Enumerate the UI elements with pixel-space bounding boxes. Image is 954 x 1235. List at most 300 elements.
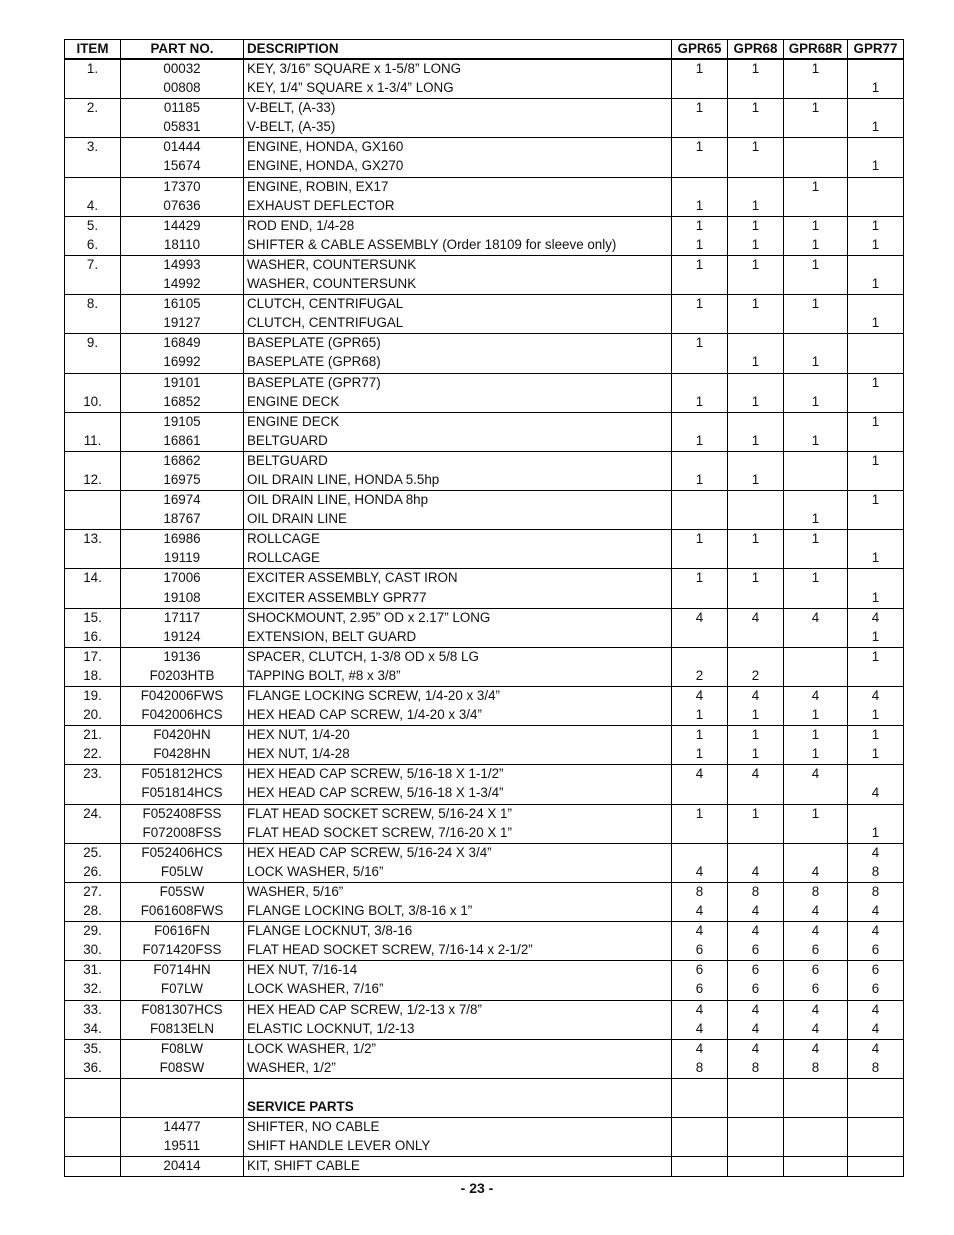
gpr68r-cell: 1 xyxy=(784,432,848,452)
gpr68r-cell: 1 xyxy=(784,510,848,530)
gpr68r-cell: 4 xyxy=(784,1000,848,1020)
part-no-cell: 16974 xyxy=(121,491,244,511)
part-no-cell: F042006FWS xyxy=(121,687,244,707)
table-row xyxy=(65,745,904,765)
item-cell: 17. xyxy=(65,647,121,667)
gpr77-cell: 1 xyxy=(848,216,904,236)
description-cell: BASEPLATE (GPR77) xyxy=(244,373,672,393)
gpr65-cell xyxy=(672,1157,728,1177)
gpr68-cell xyxy=(728,451,784,471)
description-cell: ENGINE, HONDA, GX160 xyxy=(244,138,672,158)
gpr77-cell xyxy=(848,1098,904,1118)
part-no-cell: F042006HCS xyxy=(121,706,244,726)
description-cell: WASHER, 5/16” xyxy=(244,882,672,902)
part-no-cell: 16975 xyxy=(121,471,244,491)
gpr65-cell: 1 xyxy=(672,432,728,452)
gpr77-cell: 1 xyxy=(848,275,904,295)
part-no-cell: 14477 xyxy=(121,1118,244,1138)
part-no-cell: 16852 xyxy=(121,393,244,413)
gpr68-cell xyxy=(728,275,784,295)
item-cell: 31. xyxy=(65,961,121,981)
item-cell: 21. xyxy=(65,726,121,746)
description-cell: EXHAUST DEFLECTOR xyxy=(244,197,672,217)
part-no-cell: 01444 xyxy=(121,138,244,158)
table-row xyxy=(65,138,904,158)
gpr68-cell: 1 xyxy=(728,471,784,491)
part-no-cell: 14992 xyxy=(121,275,244,295)
gpr65-cell xyxy=(672,843,728,863)
gpr68-cell xyxy=(728,491,784,511)
description-cell: EXCITER ASSEMBLY GPR77 xyxy=(244,589,672,609)
gpr65-cell: 1 xyxy=(672,569,728,589)
gpr68r-cell xyxy=(784,1118,848,1138)
table-row xyxy=(65,255,904,275)
gpr68-cell: 1 xyxy=(728,745,784,765)
gpr77-cell: 1 xyxy=(848,451,904,471)
gpr68r-cell: 1 xyxy=(784,255,848,275)
table-row xyxy=(65,824,904,844)
item-cell: 18. xyxy=(65,667,121,687)
gpr65-cell xyxy=(672,589,728,609)
gpr65-cell: 1 xyxy=(672,255,728,275)
item-cell: 9. xyxy=(65,334,121,354)
gpr77-cell xyxy=(848,530,904,550)
description-cell: FLAT HEAD SOCKET SCREW, 7/16-14 x 2-1/2” xyxy=(244,941,672,961)
gpr68-cell xyxy=(728,412,784,432)
part-no-cell: 16986 xyxy=(121,530,244,550)
part-no-cell: 00032 xyxy=(121,59,244,79)
gpr68r-cell xyxy=(784,549,848,569)
gpr65-cell: 1 xyxy=(672,59,728,79)
gpr77-cell: 8 xyxy=(848,863,904,883)
gpr68r-cell: 4 xyxy=(784,922,848,942)
description-cell: SHIFTER & CABLE ASSEMBLY (Order 18109 for sleeve only) xyxy=(244,236,672,256)
gpr68-cell: 1 xyxy=(728,216,784,236)
gpr65-cell xyxy=(672,824,728,844)
table-row xyxy=(65,1137,904,1157)
gpr65-cell: 1 xyxy=(672,471,728,491)
description-cell: BASEPLATE (GPR65) xyxy=(244,334,672,354)
gpr68r-cell xyxy=(784,1137,848,1157)
part-no-cell: 16992 xyxy=(121,353,244,373)
part-no-cell: 07636 xyxy=(121,197,244,217)
item-cell xyxy=(65,373,121,393)
gpr68r-cell: 1 xyxy=(784,393,848,413)
gpr68-cell xyxy=(728,1118,784,1138)
gpr65-cell xyxy=(672,1098,728,1118)
table-row xyxy=(65,275,904,295)
description-cell: WASHER, 1/2” xyxy=(244,1059,672,1079)
header-part-no: PART NO. xyxy=(121,40,244,60)
gpr65-cell: 6 xyxy=(672,980,728,1000)
gpr65-cell: 1 xyxy=(672,216,728,236)
table-row xyxy=(65,647,904,667)
gpr65-cell: 1 xyxy=(672,334,728,354)
part-no-cell: 18110 xyxy=(121,236,244,256)
gpr68-cell: 4 xyxy=(728,687,784,707)
gpr68r-cell xyxy=(784,1078,848,1098)
part-no-cell xyxy=(121,1098,244,1118)
item-cell: 20. xyxy=(65,706,121,726)
gpr68r-cell: 1 xyxy=(784,216,848,236)
gpr68-cell: 1 xyxy=(728,353,784,373)
description-cell: ROD END, 1/4-28 xyxy=(244,216,672,236)
part-no-cell: F071420FSS xyxy=(121,941,244,961)
part-no-cell: F0420HN xyxy=(121,726,244,746)
table-row xyxy=(65,980,904,1000)
description-cell: ROLLCAGE xyxy=(244,530,672,550)
gpr77-cell xyxy=(848,295,904,315)
item-cell: 3. xyxy=(65,138,121,158)
gpr65-cell: 4 xyxy=(672,1020,728,1040)
table-row xyxy=(65,393,904,413)
header-description: DESCRIPTION xyxy=(244,40,672,60)
description-cell: ENGINE, ROBIN, EX17 xyxy=(244,177,672,197)
table-row xyxy=(65,216,904,236)
gpr68-cell: 1 xyxy=(728,726,784,746)
table-row xyxy=(65,373,904,393)
item-cell xyxy=(65,491,121,511)
description-cell: FLANGE LOCKING SCREW, 1/4-20 x 3/4” xyxy=(244,687,672,707)
gpr77-cell xyxy=(848,1078,904,1098)
gpr68-cell xyxy=(728,118,784,138)
gpr65-cell: 1 xyxy=(672,393,728,413)
gpr77-cell: 1 xyxy=(848,589,904,609)
part-no-cell: 19119 xyxy=(121,549,244,569)
parts-body xyxy=(65,59,904,1177)
gpr77-cell: 6 xyxy=(848,941,904,961)
gpr68r-cell xyxy=(784,118,848,138)
gpr65-cell xyxy=(672,451,728,471)
description-cell: SERVICE PARTS xyxy=(244,1098,672,1118)
item-cell xyxy=(65,412,121,432)
part-no-cell: F051812HCS xyxy=(121,765,244,785)
description-cell: FLAT HEAD SOCKET SCREW, 7/16-20 X 1” xyxy=(244,824,672,844)
gpr77-cell xyxy=(848,353,904,373)
part-no-cell: 14429 xyxy=(121,216,244,236)
gpr68r-cell: 1 xyxy=(784,726,848,746)
table-row xyxy=(65,59,904,79)
description-cell: SPACER, CLUTCH, 1-3/8 OD x 5/8 LG xyxy=(244,647,672,667)
gpr77-cell: 6 xyxy=(848,980,904,1000)
part-no-cell: 20414 xyxy=(121,1157,244,1177)
gpr68r-cell: 6 xyxy=(784,941,848,961)
item-cell: 11. xyxy=(65,432,121,452)
gpr77-cell: 1 xyxy=(848,628,904,648)
item-cell: 10. xyxy=(65,393,121,413)
gpr68r-cell: 8 xyxy=(784,882,848,902)
gpr77-cell: 4 xyxy=(848,784,904,804)
gpr77-cell xyxy=(848,197,904,217)
description-cell: FLANGE LOCKNUT, 3/8-16 xyxy=(244,922,672,942)
gpr77-cell: 1 xyxy=(848,79,904,99)
gpr68r-cell xyxy=(784,451,848,471)
gpr65-cell: 8 xyxy=(672,1059,728,1079)
part-no-cell: 16849 xyxy=(121,334,244,354)
description-cell: ELASTIC LOCKNUT, 1/2-13 xyxy=(244,1020,672,1040)
gpr68-cell xyxy=(728,1098,784,1118)
part-no-cell: 00808 xyxy=(121,79,244,99)
gpr65-cell: 4 xyxy=(672,765,728,785)
part-no-cell: F08LW xyxy=(121,1039,244,1059)
item-cell xyxy=(65,118,121,138)
header-gpr68r: GPR68R xyxy=(784,40,848,60)
gpr65-cell: 4 xyxy=(672,608,728,628)
gpr77-cell: 4 xyxy=(848,1039,904,1059)
item-cell xyxy=(65,549,121,569)
table-row xyxy=(65,99,904,119)
table-row xyxy=(65,549,904,569)
item-cell: 34. xyxy=(65,1020,121,1040)
item-cell: 8. xyxy=(65,295,121,315)
description-cell: HEX NUT, 7/16-14 xyxy=(244,961,672,981)
gpr68r-cell: 8 xyxy=(784,1059,848,1079)
gpr77-cell xyxy=(848,510,904,530)
item-cell: 24. xyxy=(65,804,121,824)
description-cell: ENGINE DECK xyxy=(244,412,672,432)
gpr77-cell: 1 xyxy=(848,824,904,844)
gpr68r-cell xyxy=(784,1098,848,1118)
gpr65-cell xyxy=(672,118,728,138)
gpr68r-cell: 1 xyxy=(784,530,848,550)
part-no-cell: 19136 xyxy=(121,647,244,667)
gpr68-cell: 4 xyxy=(728,902,784,922)
gpr77-cell xyxy=(848,667,904,687)
gpr68r-cell: 1 xyxy=(784,569,848,589)
item-cell xyxy=(65,589,121,609)
gpr68r-cell xyxy=(784,667,848,687)
table-row xyxy=(65,353,904,373)
gpr68r-cell xyxy=(784,824,848,844)
table-row xyxy=(65,706,904,726)
gpr68r-cell: 1 xyxy=(784,99,848,119)
part-no-cell: 16105 xyxy=(121,295,244,315)
description-cell: BELTGUARD xyxy=(244,432,672,452)
gpr68-cell xyxy=(728,510,784,530)
table-row xyxy=(65,432,904,452)
gpr77-cell: 1 xyxy=(848,412,904,432)
item-cell: 32. xyxy=(65,980,121,1000)
gpr65-cell xyxy=(672,157,728,177)
description-cell: OIL DRAIN LINE xyxy=(244,510,672,530)
gpr65-cell xyxy=(672,628,728,648)
item-cell xyxy=(65,157,121,177)
gpr77-cell: 1 xyxy=(848,118,904,138)
part-no-cell: 19105 xyxy=(121,412,244,432)
item-cell: 6. xyxy=(65,236,121,256)
description-cell: HEX HEAD CAP SCREW, 1/4-20 x 3/4” xyxy=(244,706,672,726)
table-row xyxy=(65,784,904,804)
gpr77-cell xyxy=(848,569,904,589)
gpr68r-cell: 4 xyxy=(784,1020,848,1040)
gpr68r-cell xyxy=(784,784,848,804)
gpr65-cell: 8 xyxy=(672,882,728,902)
gpr77-cell: 4 xyxy=(848,687,904,707)
table-row xyxy=(65,765,904,785)
description-cell: LOCK WASHER, 1/2” xyxy=(244,1039,672,1059)
gpr65-cell: 4 xyxy=(672,863,728,883)
item-cell: 25. xyxy=(65,843,121,863)
gpr68r-cell xyxy=(784,157,848,177)
description-cell: FLANGE LOCKING BOLT, 3/8-16 x 1” xyxy=(244,902,672,922)
part-no-cell: F0714HN xyxy=(121,961,244,981)
item-cell: 2. xyxy=(65,99,121,119)
gpr68r-cell xyxy=(784,628,848,648)
gpr68r-cell: 1 xyxy=(784,236,848,256)
description-cell: LOCK WASHER, 5/16” xyxy=(244,863,672,883)
part-no-cell: 17117 xyxy=(121,608,244,628)
part-no-cell: 19124 xyxy=(121,628,244,648)
gpr68r-cell xyxy=(784,647,848,667)
table-row xyxy=(65,1020,904,1040)
description-cell: OIL DRAIN LINE, HONDA 8hp xyxy=(244,491,672,511)
table-row xyxy=(65,1118,904,1138)
gpr68-cell xyxy=(728,314,784,334)
item-cell: 26. xyxy=(65,863,121,883)
part-no-cell: 05831 xyxy=(121,118,244,138)
header-gpr65: GPR65 xyxy=(672,40,728,60)
part-no-cell: F0616FN xyxy=(121,922,244,942)
parts-list-table xyxy=(64,39,904,1177)
gpr65-cell xyxy=(672,1137,728,1157)
gpr68r-cell: 4 xyxy=(784,902,848,922)
description-cell: HEX HEAD CAP SCREW, 5/16-18 X 1-3/4” xyxy=(244,784,672,804)
gpr77-cell xyxy=(848,471,904,491)
part-no-cell xyxy=(121,1078,244,1098)
gpr65-cell xyxy=(672,549,728,569)
item-cell: 15. xyxy=(65,608,121,628)
table-row xyxy=(65,1000,904,1020)
gpr65-cell: 1 xyxy=(672,138,728,158)
gpr77-cell xyxy=(848,393,904,413)
item-cell xyxy=(65,275,121,295)
page-number: - 23 - xyxy=(460,1180,494,1196)
table-row xyxy=(65,922,904,942)
gpr65-cell xyxy=(672,1118,728,1138)
gpr77-cell xyxy=(848,334,904,354)
gpr68r-cell: 1 xyxy=(784,295,848,315)
item-cell xyxy=(65,1078,121,1098)
gpr68-cell: 8 xyxy=(728,1059,784,1079)
item-cell: 7. xyxy=(65,255,121,275)
description-cell: ENGINE DECK xyxy=(244,393,672,413)
gpr77-cell: 1 xyxy=(848,706,904,726)
description-cell: CLUTCH, CENTRIFUGAL xyxy=(244,295,672,315)
gpr65-cell xyxy=(672,510,728,530)
description-cell: KEY, 3/16” SQUARE x 1-5/8” LONG xyxy=(244,59,672,79)
description-cell: OIL DRAIN LINE, HONDA 5.5hp xyxy=(244,471,672,491)
table-row xyxy=(65,412,904,432)
gpr68r-cell xyxy=(784,589,848,609)
part-no-cell: 19127 xyxy=(121,314,244,334)
item-cell: 30. xyxy=(65,941,121,961)
gpr68-cell: 8 xyxy=(728,882,784,902)
gpr68-cell xyxy=(728,157,784,177)
gpr68r-cell: 6 xyxy=(784,980,848,1000)
table-row xyxy=(65,530,904,550)
gpr68r-cell xyxy=(784,1157,848,1177)
part-no-cell: F07LW xyxy=(121,980,244,1000)
gpr68-cell: 4 xyxy=(728,922,784,942)
gpr68-cell: 1 xyxy=(728,530,784,550)
gpr68r-cell xyxy=(784,79,848,99)
gpr77-cell: 1 xyxy=(848,373,904,393)
gpr65-cell xyxy=(672,314,728,334)
gpr77-cell xyxy=(848,1118,904,1138)
item-cell xyxy=(65,1098,121,1118)
part-no-cell: 16861 xyxy=(121,432,244,452)
item-cell: 1. xyxy=(65,59,121,79)
description-cell: TAPPING BOLT, #8 x 3/8” xyxy=(244,667,672,687)
gpr68r-cell: 4 xyxy=(784,1039,848,1059)
gpr68r-cell xyxy=(784,138,848,158)
gpr77-cell: 1 xyxy=(848,491,904,511)
item-cell: 5. xyxy=(65,216,121,236)
gpr68-cell: 1 xyxy=(728,295,784,315)
gpr65-cell xyxy=(672,491,728,511)
gpr77-cell: 4 xyxy=(848,1000,904,1020)
header-gpr68: GPR68 xyxy=(728,40,784,60)
description-cell: SHIFTER, NO CABLE xyxy=(244,1118,672,1138)
description-cell: EXCITER ASSEMBLY, CAST IRON xyxy=(244,569,672,589)
item-cell xyxy=(65,314,121,334)
gpr65-cell xyxy=(672,177,728,197)
gpr68-cell: 1 xyxy=(728,706,784,726)
item-cell: 23. xyxy=(65,765,121,785)
gpr65-cell xyxy=(672,412,728,432)
table-row xyxy=(65,1059,904,1079)
table-row xyxy=(65,961,904,981)
gpr65-cell: 4 xyxy=(672,1039,728,1059)
table-row xyxy=(65,1078,904,1098)
gpr68r-cell xyxy=(784,373,848,393)
part-no-cell: F08SW xyxy=(121,1059,244,1079)
gpr77-cell: 1 xyxy=(848,314,904,334)
table-row xyxy=(65,197,904,217)
description-cell: V-BELT, (A-35) xyxy=(244,118,672,138)
gpr77-cell xyxy=(848,177,904,197)
gpr77-cell xyxy=(848,138,904,158)
table-row xyxy=(65,471,904,491)
item-cell xyxy=(65,177,121,197)
table-row xyxy=(65,667,904,687)
gpr68-cell xyxy=(728,628,784,648)
gpr65-cell: 1 xyxy=(672,706,728,726)
gpr68-cell: 1 xyxy=(728,99,784,119)
gpr68r-cell: 1 xyxy=(784,804,848,824)
gpr68r-cell xyxy=(784,412,848,432)
gpr68-cell: 4 xyxy=(728,1039,784,1059)
part-no-cell: F081307HCS xyxy=(121,1000,244,1020)
gpr77-cell: 1 xyxy=(848,726,904,746)
gpr77-cell xyxy=(848,765,904,785)
description-cell xyxy=(244,1078,672,1098)
gpr68-cell: 1 xyxy=(728,569,784,589)
item-cell xyxy=(65,510,121,530)
gpr77-cell xyxy=(848,432,904,452)
item-cell: 12. xyxy=(65,471,121,491)
table-row xyxy=(65,491,904,511)
table-row xyxy=(65,1157,904,1177)
item-cell: 13. xyxy=(65,530,121,550)
gpr65-cell: 1 xyxy=(672,236,728,256)
gpr68-cell xyxy=(728,549,784,569)
part-no-cell: F051814HCS xyxy=(121,784,244,804)
item-cell: 27. xyxy=(65,882,121,902)
gpr65-cell: 1 xyxy=(672,197,728,217)
gpr77-cell: 6 xyxy=(848,961,904,981)
item-cell: 28. xyxy=(65,902,121,922)
